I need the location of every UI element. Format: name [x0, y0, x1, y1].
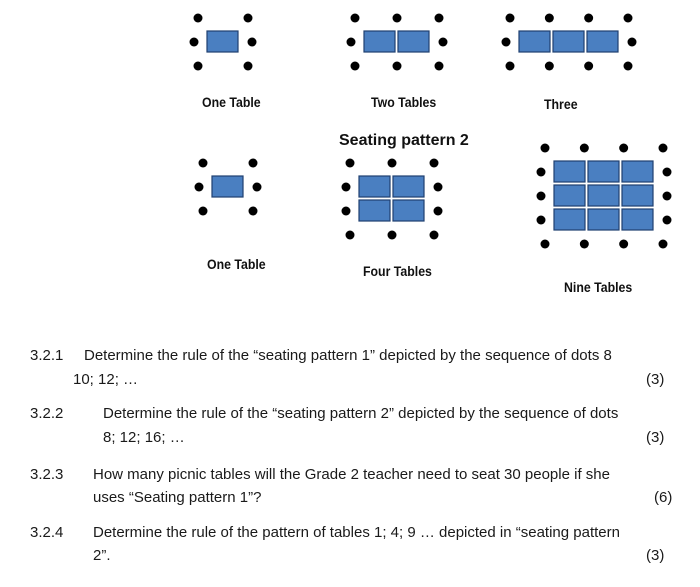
seat-dot: [628, 38, 637, 47]
question-text: uses “Seating pattern 1”?: [93, 489, 262, 506]
table-rect: [588, 161, 619, 182]
seat-dot: [190, 38, 199, 47]
table-rect: [588, 185, 619, 206]
seat-dot: [434, 207, 443, 216]
table-rect: [554, 161, 585, 182]
seat-dot: [342, 207, 351, 216]
table-rect: [398, 31, 429, 52]
pattern2-nine-tables-figure: [535, 140, 685, 255]
seat-dot: [244, 14, 253, 23]
question-marks: (3): [646, 371, 665, 388]
seat-dot: [584, 62, 593, 71]
seat-dot: [619, 144, 628, 153]
seat-dot: [506, 14, 515, 23]
table-rect: [393, 176, 424, 197]
question-marks: (3): [646, 429, 665, 446]
pattern1-two-tables-figure: [345, 10, 465, 75]
seat-dot: [199, 207, 208, 216]
question-text: 10; 12; …: [73, 371, 139, 388]
figure-caption: Two Tables: [371, 94, 437, 110]
question-text: Determine the rule of the “seating pattern 1” depicted by the sequence of dots 8: [84, 347, 612, 364]
question-text: Determine the rule of the pattern of tables 1; 4; 9 … depicted in “seating pattern: [93, 524, 620, 541]
seat-dot: [244, 62, 253, 71]
seat-dot: [430, 231, 439, 240]
question-text: How many picnic tables will the Grade 2 teacher need to seat 30 people if she: [93, 466, 610, 483]
table-rect: [364, 31, 395, 52]
pattern2-title: Seating pattern 2: [339, 132, 469, 149]
seat-dot: [541, 144, 550, 153]
seat-dot: [346, 159, 355, 168]
table-rect: [553, 31, 584, 52]
seat-dot: [624, 14, 633, 23]
seat-dot: [663, 216, 672, 225]
seat-dot: [435, 62, 444, 71]
pattern2-one-table-figure: [193, 155, 283, 220]
seat-dot: [248, 38, 257, 47]
seat-dot: [659, 240, 668, 249]
seat-dot: [351, 62, 360, 71]
question-text: Determine the rule of the “seating pattern 2” depicted by the sequence of dots: [103, 405, 619, 422]
pattern2-four-tables-figure: [340, 155, 460, 245]
seat-dot: [502, 38, 511, 47]
seat-dot: [195, 183, 204, 192]
table-rect: [622, 185, 653, 206]
seat-dot: [663, 192, 672, 201]
table-rect: [212, 176, 243, 197]
seat-dot: [545, 14, 554, 23]
seat-dot: [537, 216, 546, 225]
seat-dot: [541, 240, 550, 249]
question-marks: (6): [654, 489, 673, 506]
seat-dot: [545, 62, 554, 71]
seat-dot: [659, 144, 668, 153]
seat-dot: [506, 62, 515, 71]
seat-dot: [388, 231, 397, 240]
seat-dot: [434, 183, 443, 192]
table-rect: [588, 209, 619, 230]
seat-dot: [388, 159, 397, 168]
seat-dot: [393, 62, 402, 71]
seat-dot: [439, 38, 448, 47]
question-text: 8; 12; 16; …: [103, 429, 185, 446]
seat-dot: [194, 62, 203, 71]
seat-dot: [347, 38, 356, 47]
table-rect: [359, 200, 390, 221]
seat-dot: [624, 62, 633, 71]
table-rect: [622, 161, 653, 182]
seat-dot: [253, 183, 262, 192]
figure-caption: Three: [544, 96, 578, 112]
seat-dot: [537, 168, 546, 177]
seat-dot: [249, 159, 258, 168]
table-rect: [587, 31, 618, 52]
pattern1-three-tables-figure: [500, 10, 660, 75]
seat-dot: [346, 231, 355, 240]
seat-dot: [580, 144, 589, 153]
table-rect: [554, 185, 585, 206]
question-number: 3.2.1: [30, 347, 64, 364]
seat-dot: [249, 207, 258, 216]
seat-dot: [430, 159, 439, 168]
pattern1-one-table-figure: [188, 10, 278, 75]
figure-caption: One Table: [202, 94, 261, 110]
seat-dot: [351, 14, 360, 23]
table-rect: [359, 176, 390, 197]
seat-dot: [393, 14, 402, 23]
figure-caption: Nine Tables: [564, 279, 633, 295]
seat-dot: [580, 240, 589, 249]
question-text: 2”.: [93, 547, 111, 564]
question-number: 3.2.3: [30, 466, 64, 483]
seat-dot: [194, 14, 203, 23]
seat-dot: [663, 168, 672, 177]
table-rect: [554, 209, 585, 230]
question-marks: (3): [646, 547, 665, 564]
figure-caption: One Table: [207, 256, 266, 272]
table-rect: [622, 209, 653, 230]
table-rect: [519, 31, 550, 52]
seat-dot: [342, 183, 351, 192]
table-rect: [207, 31, 238, 52]
seat-dot: [199, 159, 208, 168]
seat-dot: [435, 14, 444, 23]
seat-dot: [584, 14, 593, 23]
question-number: 3.2.2: [30, 405, 64, 422]
question-number: 3.2.4: [30, 524, 64, 541]
seat-dot: [619, 240, 628, 249]
figure-caption: Four Tables: [363, 263, 432, 279]
table-rect: [393, 200, 424, 221]
seat-dot: [537, 192, 546, 201]
